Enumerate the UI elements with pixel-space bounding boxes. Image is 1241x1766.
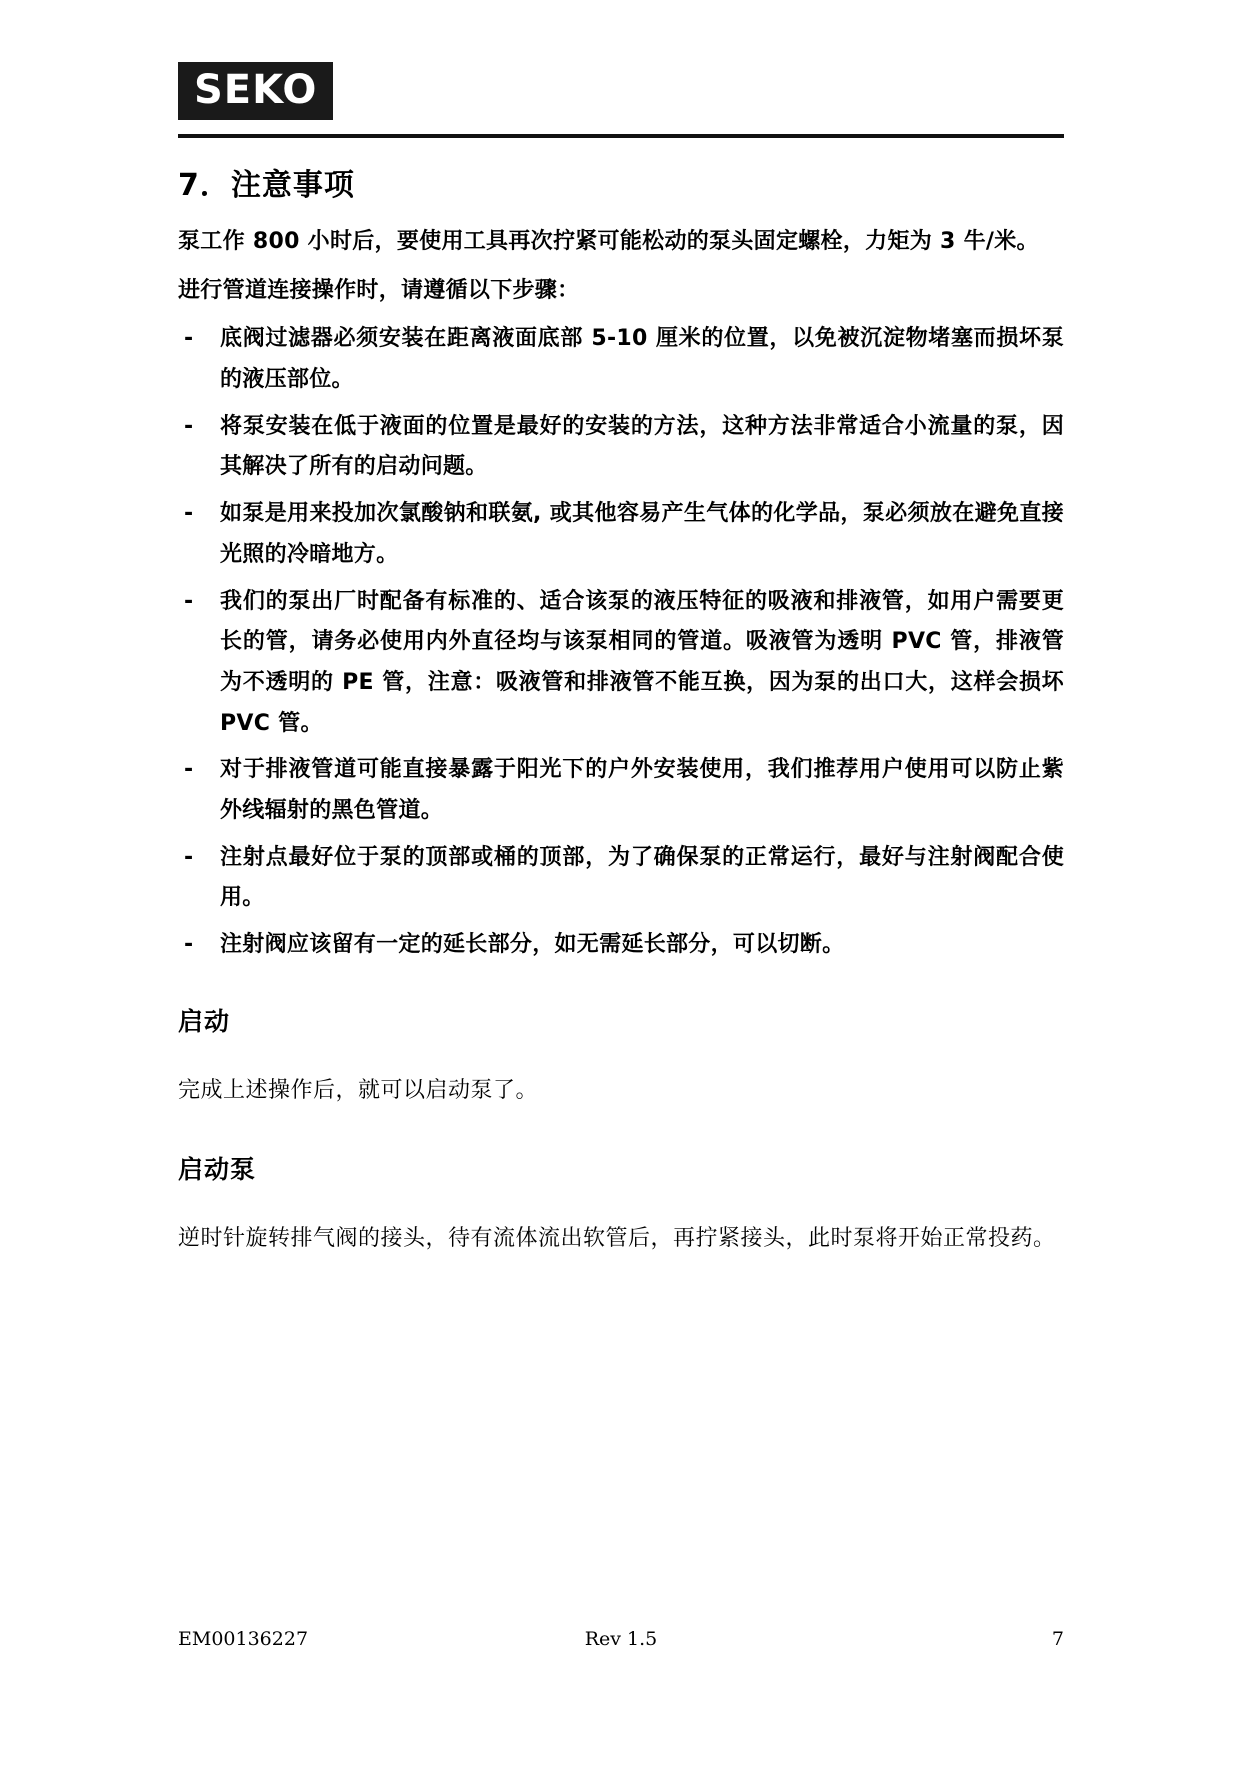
footer-document-code: EM00136227 [178, 1628, 309, 1650]
page-footer [178, 1628, 1064, 1650]
subsection-text-start-pump: 逆时针旋转排气阀的接头，待有流体流出软管后，再拧紧接头，此时泵将开始正常投药。 [178, 1225, 1056, 1251]
document-content [178, 150, 1064, 1276]
list-bullet-marker: - [184, 326, 194, 352]
list-item [178, 407, 1064, 488]
list-item-text: 将泵安装在低于液面的位置是最好的安装的方法，这种方法非常适合小流量的泵，因其解决了所有的启动问题。 [220, 413, 1064, 480]
list-bullet-marker: - [184, 413, 194, 439]
list-item [178, 319, 1064, 400]
intro-paragraph-1: 泵工作 800 小时后，要使用工具再次拧紧可能松动的泵头固定螺栓，力矩为 3 牛/米。 [178, 229, 1039, 254]
list-item-text: 对于排液管道可能直接暴露于阳光下的户外安装使用，我们推荐用户使用可以防止紫外线辐射的黑色管道。 [220, 757, 1064, 823]
list-item [178, 582, 1064, 745]
list-item-text: 底阀过滤器必须安装在距离液面底部 5-10 厘米的位置，以免被沉淀物堵塞而损坏泵的液压部位。 [220, 326, 1064, 393]
list-item-text: 我们的泵出厂时配备有标准的、适合该泵的液压特征的吸液和排液管，如用户需要更长的管，请务必使用内外直径均与该泵相同的管道。吸液管为透明 PVC 管，排液管为不透明的 PE 管，注意：吸液管和排液管不能互换，因为泵的出口大，这样会损坏 PVC 管。 [220, 588, 1064, 736]
list-item [178, 838, 1064, 919]
intro-paragraph-2: 进行管道连接操作时，请遵循以下步骤： [178, 277, 580, 303]
list-bullet-marker: - [184, 501, 194, 527]
list-item [178, 925, 1064, 966]
seko-logo: SEKO [178, 62, 333, 120]
instruction-list [178, 319, 1064, 965]
list-item-text: 如泵是用来投加次氯酸钠和联氨, 或其他容易产生气体的化学品，泵必须放在避免直接光照的冷暗地方。 [220, 501, 1064, 567]
subsection-title-startup: 启动 [178, 1006, 231, 1036]
page-header [178, 62, 1064, 120]
list-item [178, 494, 1064, 575]
list-bullet-marker: - [184, 757, 194, 783]
list-item-text: 注射阀应该留有一定的延长部分，如无需延长部分，可以切断。 [220, 932, 845, 957]
footer-revision: Rev 1.5 [584, 1628, 658, 1650]
list-item-text: 注射点最好位于泵的顶部或桶的顶部，为了确保泵的正常运行，最好与注射阀配合使用。 [220, 844, 1064, 911]
subsection-text-startup: 完成上述操作后，就可以启动泵了。 [178, 1077, 539, 1103]
list-bullet-marker: - [184, 588, 194, 614]
section-title: 7．注意事项 [178, 168, 355, 203]
list-bullet-marker: - [184, 844, 194, 870]
list-item [178, 750, 1064, 831]
header-divider [178, 134, 1064, 138]
footer-page-number: 7 [1051, 1628, 1064, 1650]
list-bullet-marker: - [184, 932, 194, 957]
subsection-title-start-pump: 启动泵 [178, 1154, 257, 1184]
